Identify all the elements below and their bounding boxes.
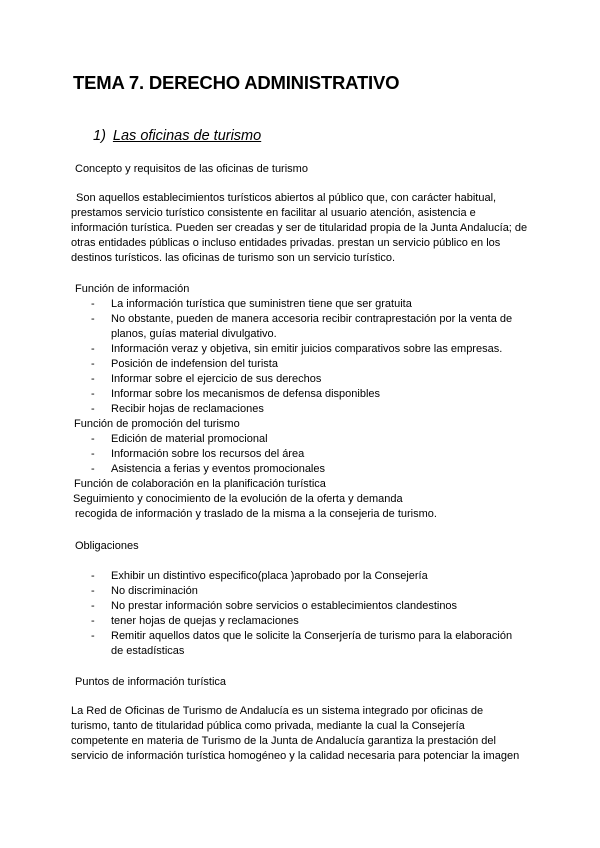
colaboracion-line: recogida de información y traslado de la misma a la consejeria de turismo. bbox=[75, 508, 437, 520]
funcion-promocion-heading: Función de promoción del turismo bbox=[74, 418, 240, 430]
list-item: - Exhibir un distintivo especifico(placa )aprobado por la Consejería bbox=[91, 570, 428, 582]
colaboracion-line: Seguimiento y conocimiento de la evolución de la oferta y demanda bbox=[73, 493, 403, 505]
puntos-heading: Puntos de información turística bbox=[75, 676, 227, 688]
section-label: Las oficinas de turismo bbox=[112, 128, 262, 144]
list-item: - Remitir aquellos datos que le solicite la Conserjería de turismo para la elaboración de estadísticas bbox=[91, 630, 513, 657]
list-item: - Información sobre los recursos del área bbox=[91, 448, 305, 460]
obligaciones-list bbox=[0, 569, 516, 659]
list-item: - Recibir hojas de reclamaciones bbox=[91, 403, 264, 415]
list-item: - Información veraz y objetiva, sin emitir juicios comparativos sobre las empresas. bbox=[91, 343, 503, 355]
list-item: - No obstante, pueden de manera accesoria recibir contraprestación por la venta de planos, guías material divulgativo. bbox=[91, 313, 513, 340]
list-item: - tener hojas de quejas y reclamaciones bbox=[91, 615, 299, 627]
list-item: - Informar sobre los mecanismos de defensa disponibles bbox=[91, 388, 381, 400]
obligaciones-heading: Obligaciones bbox=[75, 540, 139, 552]
list-item: - No prestar información sobre servicios o establecimientos clandestinos bbox=[91, 600, 458, 612]
concept-heading: Concepto y requisitos de las oficinas de turismo bbox=[75, 163, 308, 175]
section-heading bbox=[93, 128, 261, 144]
funcion-promocion-list bbox=[0, 432, 325, 477]
list-item: - Asistencia a ferias y eventos promocionales bbox=[91, 463, 325, 475]
list-item: - Edición de material promocional bbox=[91, 433, 268, 445]
list-item: - Informar sobre el ejercicio de sus derechos bbox=[91, 373, 322, 385]
section-number: 1) bbox=[93, 128, 106, 144]
puntos-paragraph: La Red de Oficinas de Turismo de Andalucía es un sistema integrado por oficinas de turismo, tanto de titularidad pública como privada, mediante la cual la Consejería competente en materia de Turismo de la Junta de Andalucía garantiza la prestación del servicio de información turística homogéneo y la calidad necesaria para potenciar la imagen bbox=[71, 705, 520, 762]
page-title: TEMA 7. DERECHO ADMINISTRATIVO bbox=[73, 72, 400, 93]
funcion-colaboracion-heading: Función de colaboración en la planificación turística bbox=[74, 478, 326, 490]
list-item: - La información turística que suministren tiene que ser gratuita bbox=[91, 298, 412, 310]
concept-paragraph: Son aquellos establecimientos turísticos abiertos al público que, con carácter habitual, prestamos servicio turístico consistente en facilitar al usuario atención, asistencia e información turística. Pueden ser creadas y ser de titularidad propia de la Junta Andalucía; de otras entidades públicas o incluso entidades privadas. prestan un servicio público en los destinos turísticos. las oficinas de turismo son un servicio turístico. bbox=[71, 192, 528, 264]
funcion-informacion-heading: Función de información bbox=[75, 283, 190, 295]
list-item: - No discriminación bbox=[91, 585, 198, 597]
list-item: - Posición de indefension del turista bbox=[91, 358, 278, 370]
funcion-informacion-list bbox=[0, 297, 516, 417]
